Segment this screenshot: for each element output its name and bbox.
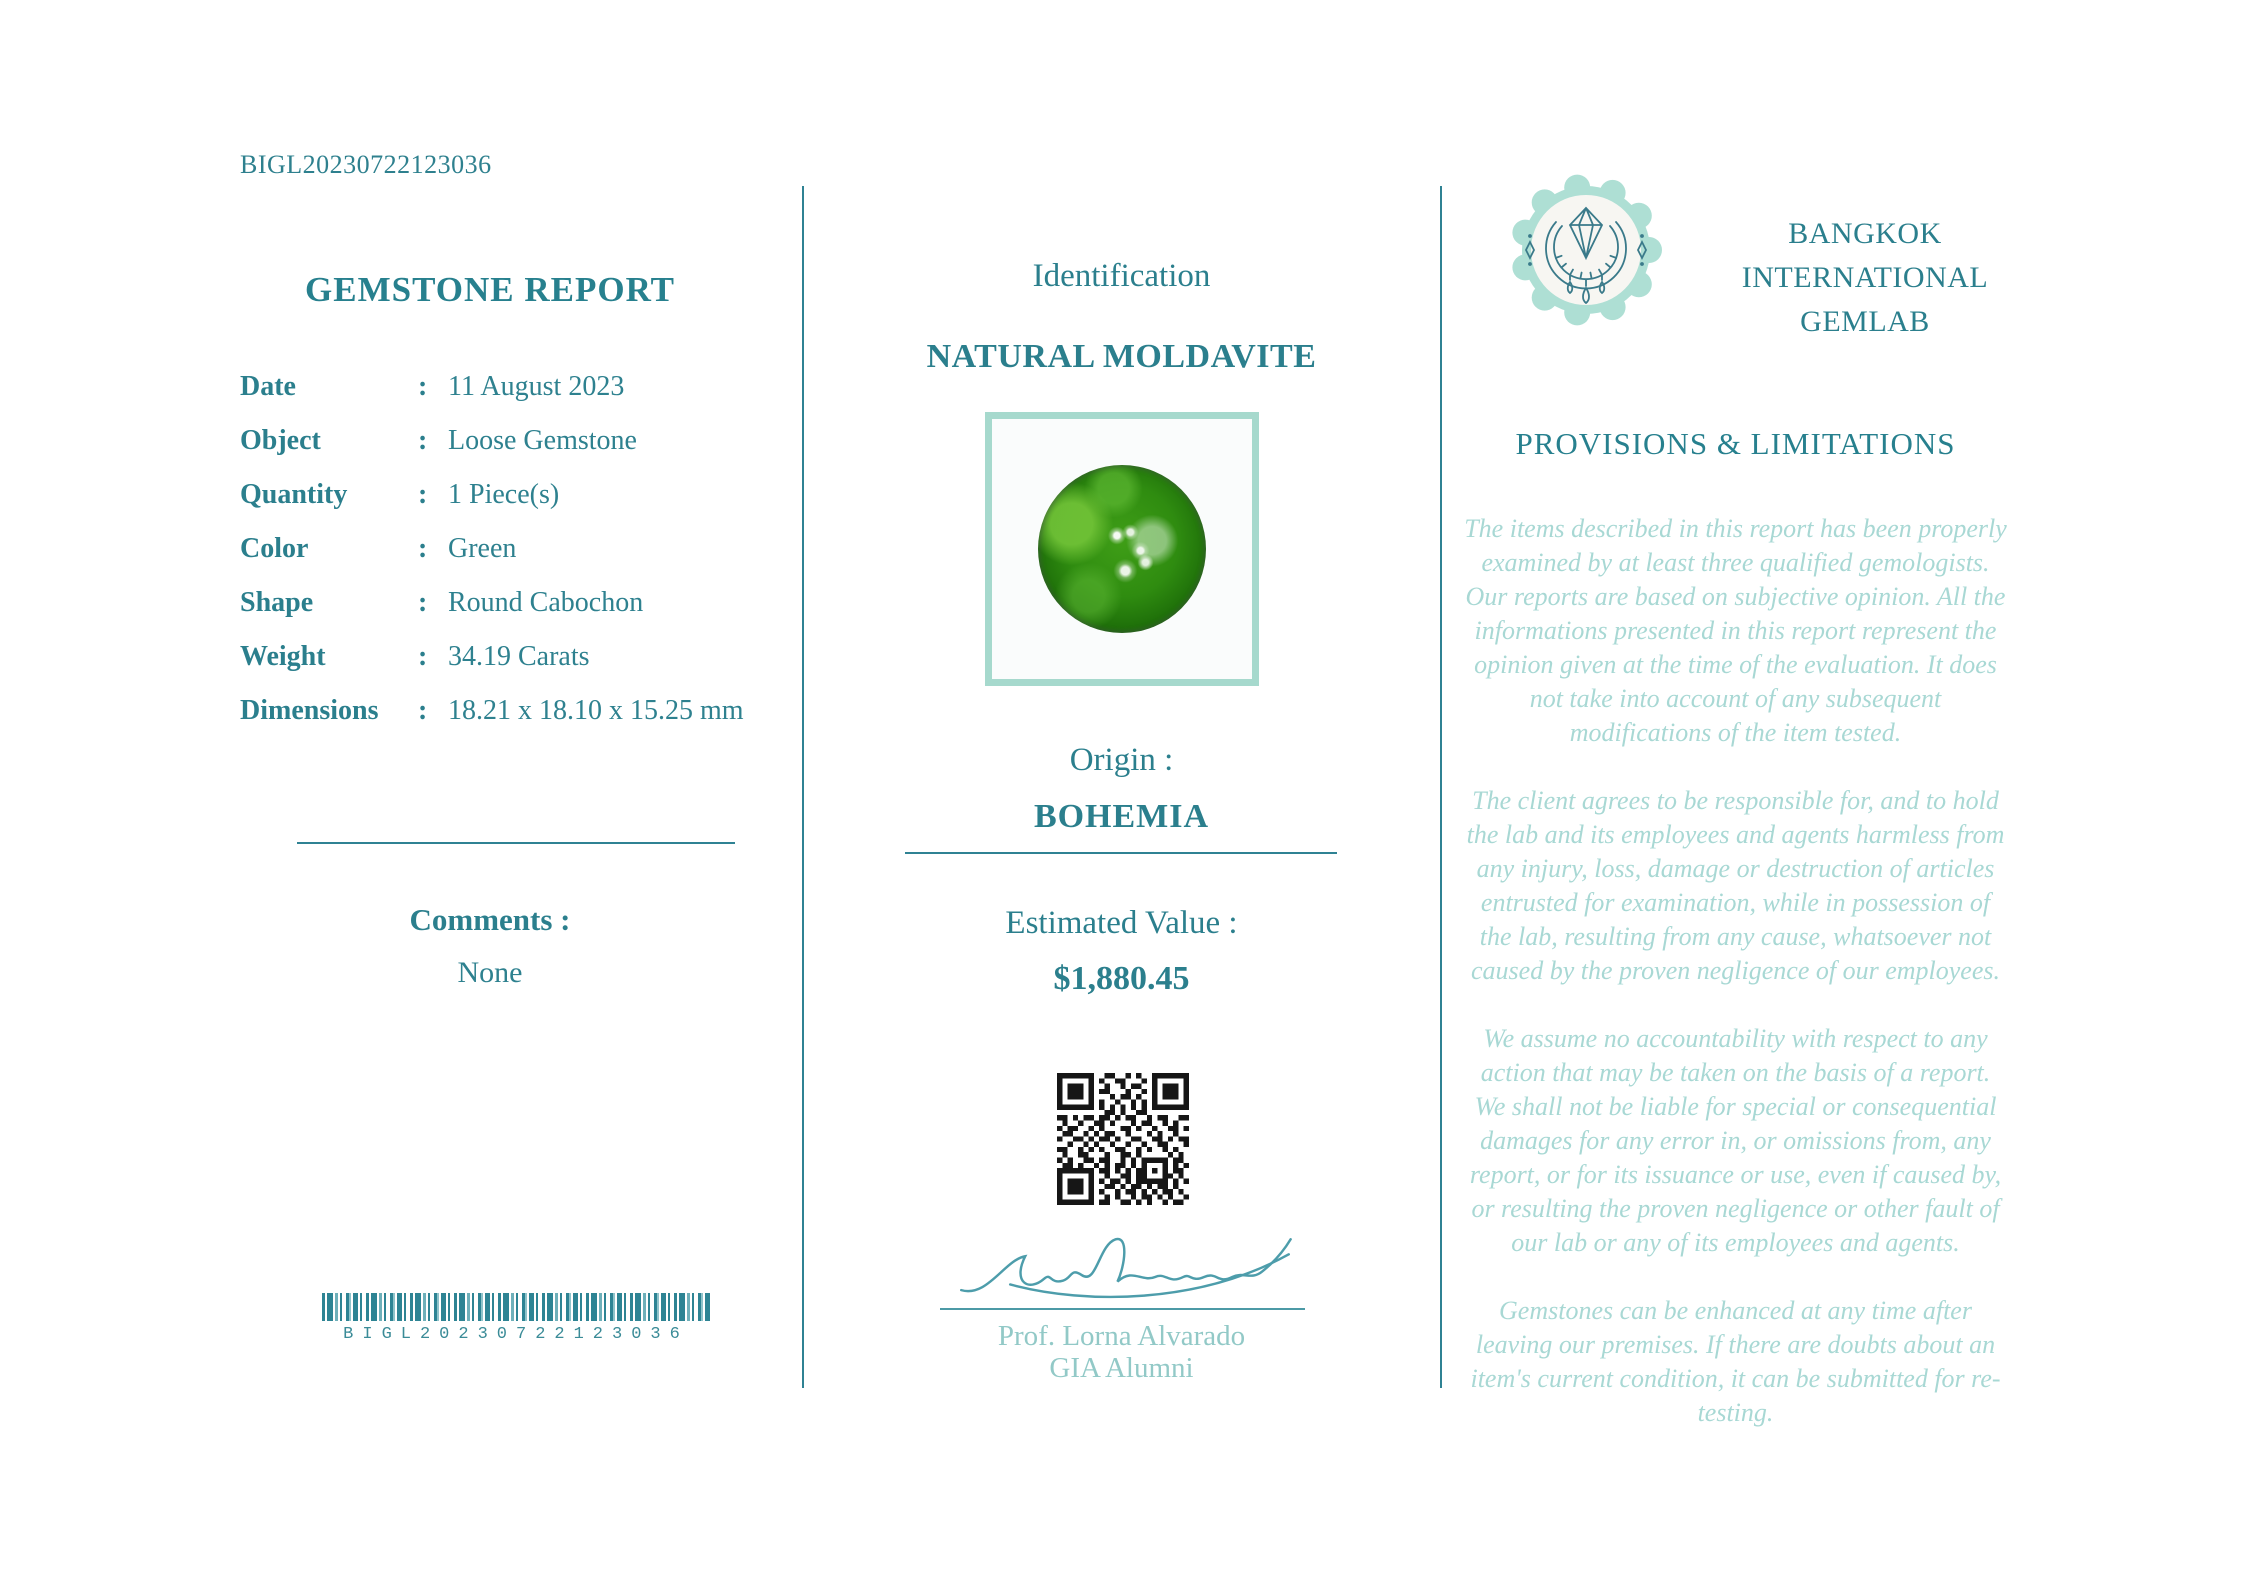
middle-separator-line xyxy=(905,852,1337,854)
field-row-color xyxy=(240,522,760,576)
lab-name-line: GEMLAB xyxy=(1800,305,1930,338)
barcode xyxy=(322,1293,710,1321)
qr-code xyxy=(1057,1073,1189,1205)
report-number: BIGL20230722123036 xyxy=(240,150,492,179)
field-row-shape xyxy=(240,576,760,630)
field-value: 1 Piece(s) xyxy=(448,479,560,510)
signer-credential: GIA Alumni xyxy=(1049,1352,1194,1384)
field-label: Dimensions xyxy=(240,695,379,726)
field-colon: : xyxy=(418,371,428,402)
field-value: Loose Gemstone xyxy=(448,425,637,456)
field-colon: : xyxy=(418,533,428,564)
barcode-text: BIGL20230722123036 xyxy=(343,1325,689,1344)
provisions-paragraph: The items described in this report has been properly examined by at least three qualified gemologists. Our reports are based on subjective opinion. All the informations presented in this report represent the opinion given at the time of the evaluation. It does not take into account of any subsequent modifications of the item tested. xyxy=(1464,514,2007,747)
field-value: Green xyxy=(448,533,517,564)
field-label: Quantity xyxy=(240,479,348,510)
gemstone-photo-frame xyxy=(985,412,1259,686)
comments-section xyxy=(240,902,740,990)
field-colon: : xyxy=(418,641,428,672)
provisions-text xyxy=(1463,512,2008,1464)
field-row-object xyxy=(240,414,760,468)
field-row-weight xyxy=(240,630,760,684)
field-value: Round Cabochon xyxy=(448,587,644,618)
report-fields-table xyxy=(240,360,760,738)
left-separator-line xyxy=(297,842,735,844)
lab-name xyxy=(1700,212,2030,344)
signer-name: Prof. Lorna Alvarado xyxy=(997,1320,1246,1352)
identification-result: NATURAL MOLDAVITE xyxy=(926,338,1317,375)
field-row-dimensions xyxy=(240,684,760,738)
field-row-quantity xyxy=(240,468,760,522)
signature-icon xyxy=(945,1228,1305,1308)
field-label: Object xyxy=(240,425,321,456)
provisions-paragraph: We assume no accountability with respect to any action that may be taken on the basis of a report. We shall not be liable for special or consequential damages for any error in, or omissions from, any report, or for its issuance or use, even if caused by, or resulting the proven negligence or other fault of our lab or any of its employees and agents. xyxy=(1469,1024,2002,1257)
origin-value: BOHEMIA xyxy=(1033,798,1210,835)
field-value: 11 August 2023 xyxy=(448,371,625,402)
field-row-date xyxy=(240,360,760,414)
gemlab-logo-icon xyxy=(1506,170,1666,330)
provisions-paragraph: The client agrees to be responsible for, and to hold the lab and its employees and agents harmless from any injury, loss, damage or destruction of articles entrusted for examination, while in possession of the lab, resulting from any cause, whatsoever not caused by the proven negligence of our employees. xyxy=(1466,786,2005,985)
field-label: Color xyxy=(240,533,309,564)
field-value: 34.19 Carats xyxy=(448,641,590,672)
provisions-paragraph: Gemstones can be enhanced at any time after leaving our premises. If there are doubts about an item's current condition, it can be submitted for re-testing. xyxy=(1470,1296,2001,1427)
field-colon: : xyxy=(418,425,428,456)
field-label: Weight xyxy=(240,641,326,672)
field-value: 18.21 x 18.10 x 15.25 mm xyxy=(448,695,744,726)
identification-heading: Identification xyxy=(1032,258,1211,294)
field-colon: : xyxy=(418,479,428,510)
provisions-heading: PROVISIONS & LIMITATIONS xyxy=(1515,426,1956,461)
estimated-value-label: Estimated Value : xyxy=(1005,905,1238,941)
lab-name-line: INTERNATIONAL xyxy=(1741,261,1989,294)
gemstone-photo xyxy=(1038,465,1206,633)
field-colon: : xyxy=(418,587,428,618)
origin-label: Origin : xyxy=(1069,742,1174,778)
lab-name-line: BANGKOK xyxy=(1788,217,1942,250)
field-label: Shape xyxy=(240,587,314,618)
report-title: GEMSTONE REPORT xyxy=(305,270,675,309)
field-label: Date xyxy=(240,371,296,402)
comments-label: Comments : xyxy=(409,902,571,937)
column-divider-right xyxy=(1440,186,1442,1388)
signature-line xyxy=(940,1308,1305,1310)
comments-value: None xyxy=(457,956,523,989)
estimated-value-amount: $1,880.45 xyxy=(1053,960,1190,997)
field-colon: : xyxy=(418,695,428,726)
